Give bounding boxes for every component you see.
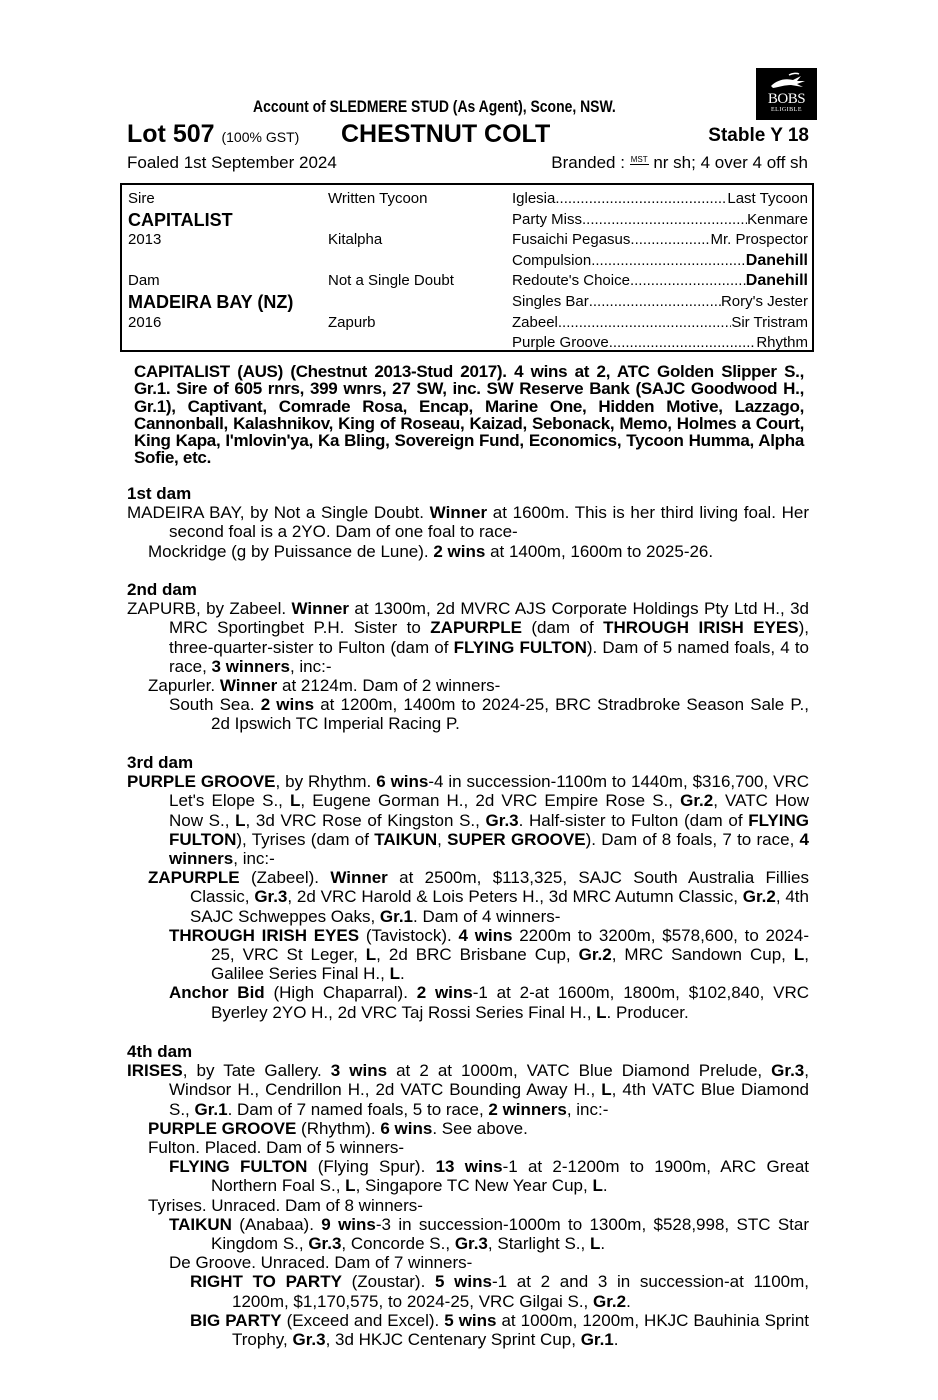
produce-entry: BIG PARTY (Exceed and Excel). 5 wins at 1000m, 1200m, HKJC Bauhinia Sprint Trophy, Gr.3, 3d HKJC Centenary Sprint Cup, Gr.1.: [190, 1310, 809, 1350]
branded-text: nr sh; 4 over 4 off sh: [653, 153, 808, 172]
lot-number: Lot 507: [127, 120, 215, 148]
fourth-dam-section: [127, 1042, 809, 1349]
vendor-account: Account of SLEDMERE STUD (As Agent), Scone, NSW.: [253, 97, 616, 116]
section-heading: 2nd dam: [127, 580, 197, 599]
lot-header: [127, 120, 809, 152]
produce-entry: Mockridge (g by Puissance de Lune). 2 wins at 1400m, 1600m to 2025-26.: [148, 541, 714, 561]
produce-entry: TAIKUN (Anabaa). 9 wins-3 in succession-1000m to 1300m, $528,998, STC Star Kingdom S., Gr.3, Concorde S., Gr.3, Starlight S., L.: [169, 1214, 809, 1254]
second-dam-section: [127, 580, 809, 734]
dam-of-sire: Kitalpha: [328, 231, 383, 249]
pedigree-table: [120, 183, 814, 352]
produce-entry: Anchor Bid (High Chaparral). 2 wins-1 at 2-at 1600m, 1800m, $102,840, VRC Byerley 2YO H., 2d VRC Taj Rossi Series Final H., L. Producer.: [169, 983, 810, 1022]
produce-entry: PURPLE GROOVE, by Rhythm. 6 wins-4 in succession-1100m to 1440m, $316,700, VRC Let's Elope S., L, Eugene Gorman H., 2d VRC Empire Rose S., Gr.2, VATC How Now S., L, 3d VRC Rose of Kingston S., Gr.3. Half-sister to Fulton (dam of FLYING FULTON), Tyrises (dam of TAIKUN, SUPER GROOVE). Dam of 8 foals, 7 to race, 4 winners, inc:-: [127, 772, 810, 869]
pedigree-gen3-row: Redoute's Choice ..... Danehill: [512, 271, 808, 292]
pedigree-gen3-row: Iglesia ..... Last Tycoon: [512, 189, 808, 210]
dam-of-dam: Zapurb: [328, 313, 376, 331]
sire-of-sire: Written Tycoon: [328, 190, 428, 207]
bobs-eligible-logo: [756, 68, 817, 120]
dam-year: 2016: [128, 313, 162, 331]
produce-entry: RIGHT TO PARTY (Zoustar). 5 wins-1 at 2 and 3 in succession-at 1100m, 1200m, $1,170,575, to 2024-25, VRC Gilgai S., Gr.2.: [190, 1272, 809, 1311]
pedigree-gen1: [128, 189, 318, 333]
produce-entry: PURPLE GROOVE (Rhythm). 6 wins. See above.: [148, 1118, 528, 1138]
sire-name: CAPITALIST: [128, 209, 233, 230]
produce-entry: Tyrises. Unraced. Dam of 8 winners-: [148, 1195, 423, 1215]
pedigree-gen3-row: Party Miss ..... Kenmare: [512, 210, 808, 231]
produce-entry: South Sea. 2 wins at 1200m, 1400m to 2024-25, BRC Stradbroke Season Sale P., 2d Ipswich TC Imperial Racing P.: [169, 695, 809, 734]
dam-label: Dam: [128, 272, 160, 290]
produce-entry: ZAPURPLE (Zabeel). Winner at 2500m, $113,325, SAJC South Australia Fillies Classic, Gr.3, 2d VRC Harold & Lois Peters H., 3d MRC Autumn Classic, Gr.2, 4th SAJC Schweppes Oaks, Gr.1. Dam of 4 winners-: [148, 868, 809, 926]
horse-head-icon: [767, 72, 807, 92]
brand-description: [551, 153, 808, 173]
pedigree-gen2: [328, 189, 508, 333]
logo-text-bobs: BOBS: [767, 91, 806, 107]
pedigree-gen3-row: Singles Bar ..... Rory's Jester: [512, 292, 808, 313]
produce-entry: Fulton. Placed. Dam of 5 winners-: [148, 1138, 405, 1158]
produce-entry: IRISES, by Tate Gallery. 3 wins at 2 at 1000m, VATC Blue Diamond Prelude, Gr.3, Windsor H., Cendrillon H., 2d VATC Bounding Away H., L, 4th VATC Blue Diamond S., Gr.1. Dam of 7 named foals, 5 to race, 2 winners, inc:-: [127, 1061, 809, 1119]
brand-mark-icon: MST: [630, 155, 648, 164]
produce-entry: ZAPURB, by Zabeel. Winner at 1300m, 2d MVRC AJS Corporate Holdings Pty Ltd H., 3d MRC Sportingbet P.H. Sister to ZAPURPLE (dam of THROUGH IRISH EYES), three-quarter-sister to Fulton (dam of FLYING FULTON). Dam of 5 named foals, 4 to race, 3 winners, inc:-: [127, 599, 810, 676]
gst-note: (100% GST): [221, 129, 300, 145]
section-heading: 1st dam: [127, 484, 192, 503]
pedigree-gen3-row: Purple Groove ..... Rhythm: [512, 333, 808, 354]
dam-name: MADEIRA BAY (NZ): [128, 291, 294, 312]
sire-of-dam: Not a Single Doubt: [328, 272, 454, 290]
pedigree-gen3-row: Compulsion ..... Danehill: [512, 251, 808, 272]
lot-number-block: [127, 120, 299, 149]
produce-entry: MADEIRA BAY, by Not a Single Doubt. Winner at 1600m. This is her third living foal. Her second foal is a 2YO. Dam of one foal to race-: [127, 503, 809, 542]
pedigree-gen3: [512, 189, 808, 354]
produce-entry: De Groove. Unraced. Dam of 7 winners-: [169, 1253, 473, 1273]
produce-entry: THROUGH IRISH EYES (Tavistock). 4 wins 2200m to 3200m, $578,600, to 2024-25, VRC St Leger, L, 2d BRC Brisbane Cup, Gr.2, MRC Sandown Cup, L, Galilee Series Final H., L.: [169, 925, 809, 984]
logo-text-eligible: ELIGIBLE: [771, 107, 802, 113]
pedigree-gen3-row: Zabeel ..... Sir Tristram: [512, 313, 808, 334]
sire-year: 2013: [128, 231, 162, 249]
produce-entry: FLYING FULTON (Flying Spur). 13 wins-1 at 2-1200m to 1900m, ARC Great Northern Foal S., L, Singapore TC New Year Cup, L.: [169, 1157, 809, 1196]
first-dam-section: [127, 484, 809, 561]
produce-entry: Zapurler. Winner at 2124m. Dam of 2 winners-: [148, 676, 501, 696]
section-heading: 4th dam: [127, 1042, 193, 1061]
foaled-date: Foaled 1st September 2024: [127, 153, 337, 172]
stable-location: Stable Y 18: [708, 125, 809, 146]
section-heading: 3rd dam: [127, 753, 194, 772]
lot-title: CHESTNUT COLT: [341, 120, 551, 148]
branded-label: Branded :: [551, 153, 625, 172]
third-dam-section: [127, 753, 809, 1022]
sire-label: Sire: [128, 190, 155, 207]
sire-summary: CAPITALIST (AUS) (Chestnut 2013-Stud 2017). 4 wins at 2, ATC Golden Slipper S., Gr.1. Sire of 605 rnrs, 399 wnrs, 27 SW, inc. SW Reserve Bank (SAJC Goodwood H., Gr.1), Captivant, Comrade Rosa, Encap, Marine One, Hidden Motive, Lazzago, Cannonball, Kalashnikov, King of Roseau, Kaizad, Sebonack, Memo, Holmes a Court, King Kapa, I'mlovin'ya, Ka Bling, Sovereign Fund, Economics, Tycoon Humma, Alpha Sofie, etc.: [134, 362, 804, 468]
pedigree-gen3-row: Fusaichi Pegasus ..... Mr. Prospector: [512, 230, 808, 251]
